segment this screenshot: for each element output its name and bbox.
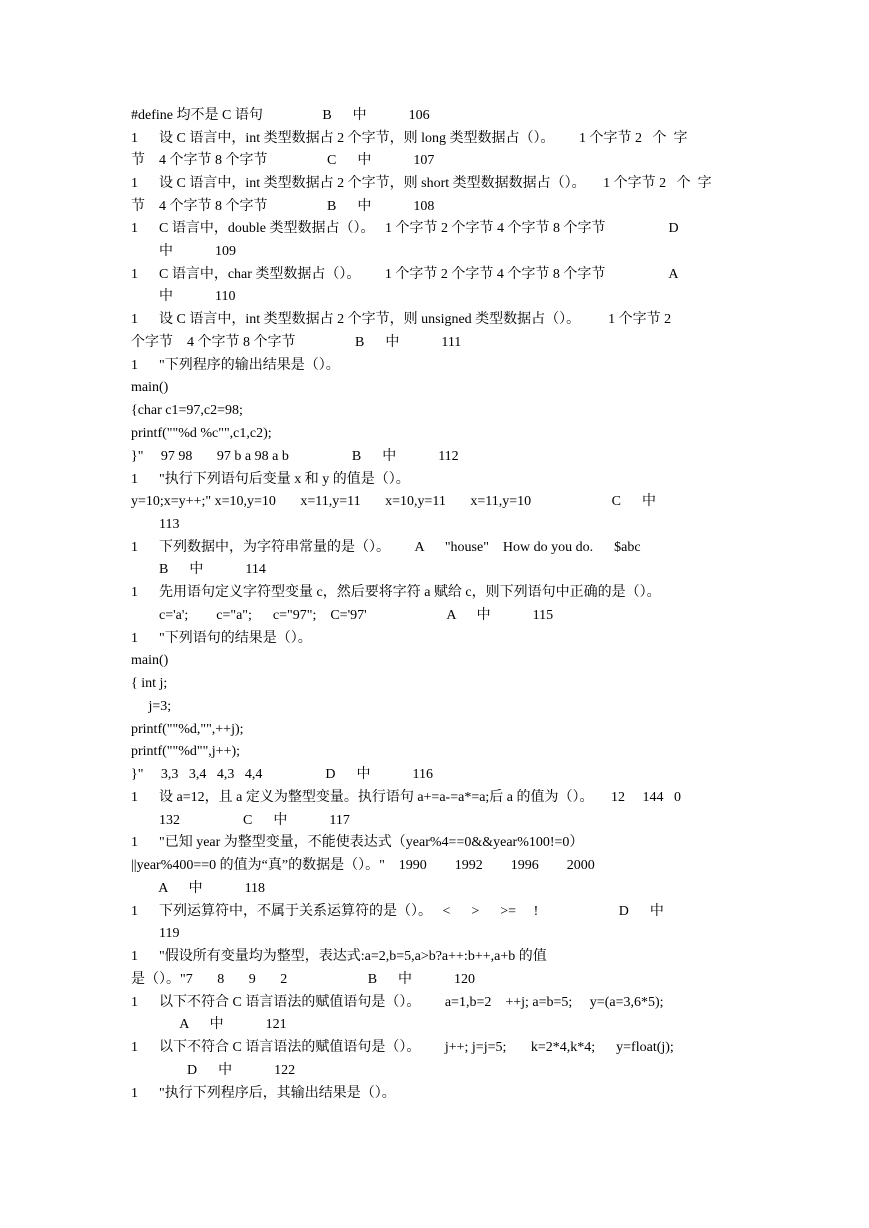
text-line: 节 4 个字节 8 个字节 B 中 108	[131, 199, 435, 214]
text-line: 1 先用语句定义字符型变量 c，然后要将字符 a 赋给 c，则下列语句中正确的是（）。	[131, 585, 661, 600]
text-line: 1 下列运算符中，不属于关系运算符的是（）。 < > >= ! D 中	[131, 904, 664, 919]
text-line: 中 109	[131, 244, 236, 259]
text-line: 1 以下不符合 C 语言语法的赋值语句是（）。 j++; j=j=5; k=2*4,k*4; y=float(j);	[131, 1040, 674, 1055]
text-line: 1 "已知 year 为整型变量，不能使表达式（year%4==0&&year%100!=0）	[131, 835, 584, 850]
text-line: 1 设 C 语言中，int 类型数据占 2 个字节，则 unsigned 类型数据占（）。 1 个字节 2	[131, 312, 672, 327]
text-line: j=3;	[131, 699, 172, 714]
text-line: }" 3,3 3,4 4,3 4,4 D 中 116	[131, 767, 434, 782]
text-line: 1 "假设所有变量均为整型，表达式:a=2,b=5,a>b?a++:b++,a+b 的值	[131, 949, 547, 964]
text-line: A 中 118	[131, 881, 266, 896]
text-line: { int j;	[131, 676, 168, 691]
text-line: c='a'; c="a"; c="97"; C='97' A 中 115	[131, 608, 554, 623]
text-line: 1 "下列语句的结果是（）。	[131, 631, 312, 646]
text-line: }" 97 98 97 b a 98 a b B 中 112	[131, 449, 459, 464]
text-line: 1 设 C 语言中，int 类型数据占 2 个字节，则 long 类型数据占（）。 1 个字节 2 个 字	[131, 131, 688, 146]
text-line: y=10;x=y++;" x=10,y=10 x=11,y=11 x=10,y=11 x=11,y=10 C 中	[131, 494, 656, 509]
text-line: 1 设 C 语言中，int 类型数据占 2 个字节，则 short 类型数据数据占（）。 1 个字节 2 个 字	[131, 176, 712, 191]
text-line: {char c1=97,c2=98;	[131, 403, 243, 418]
text-line: 1 "下列程序的输出结果是（）。	[131, 358, 340, 373]
text-line: 1 "执行下列语句后变量 x 和 y 的值是（）。	[131, 472, 410, 487]
text-line: 中 110	[131, 289, 236, 304]
text-line: 节 4 个字节 8 个字节 C 中 107	[131, 153, 435, 168]
text-line: 1 "执行下列程序后，其输出结果是（）。	[131, 1086, 396, 1101]
text-line: printf(""%d,"",++j);	[131, 722, 244, 737]
text-line: printf(""%d"",j++);	[131, 744, 241, 759]
text-line: #define 均不是 C 语句 B 中 106	[131, 108, 430, 123]
text-line: 132 C 中 117	[131, 813, 350, 828]
text-line: 113	[131, 517, 180, 532]
text-line: B 中 114	[131, 562, 266, 577]
text-line: 1 下列数据中，为字符串常量的是（）。 A "house" How do you do. $abc	[131, 540, 641, 555]
text-line: main()	[131, 380, 169, 395]
text-line: 1 C 语言中，double 类型数据占（）。 1 个字节 2 个字节 4 个字节 8 个字节 D	[131, 221, 679, 236]
text-line: printf(""%d %c"",c1,c2);	[131, 426, 272, 441]
text-line: main()	[131, 653, 169, 668]
text-line: 个字节 4 个字节 8 个字节 B 中 111	[131, 335, 462, 350]
text-line: 119	[131, 926, 180, 941]
text-line: A 中 121	[131, 1017, 287, 1032]
text-line: 1 C 语言中，char 类型数据占（）。 1 个字节 2 个字节 4 个字节 8 个字节 A	[131, 267, 679, 282]
text-line: 1 以下不符合 C 语言语法的赋值语句是（）。 a=1,b=2 ++j; a=b=5; y=(a=3,6*5);	[131, 995, 664, 1010]
text-line: 是（）。"7 8 9 2 B 中 120	[131, 972, 476, 987]
text-line: 1 设 a=12，且 a 定义为整型变量。执行语句 a+=a-=a*=a;后 a 的值为（）。 12 144 0	[131, 790, 682, 805]
text-line: ||year%400==0 的值为“真”的数据是（）。" 1990 1992 1996 2000	[131, 858, 595, 873]
text-line: D 中 122	[131, 1063, 296, 1078]
